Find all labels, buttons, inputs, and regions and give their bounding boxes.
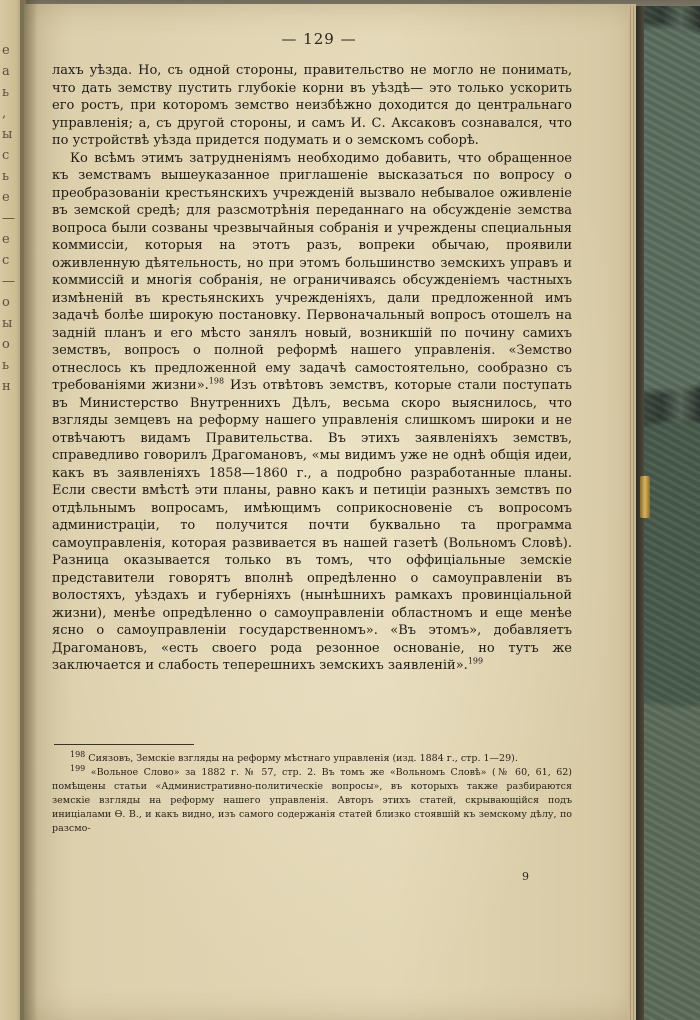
clasp-icon [640,476,650,518]
footnote-199 [52,763,572,836]
page-number: — 129 — [281,30,357,48]
previous-page-text-fragments: е а ь , ы с ь е — е с — о ы о ь н [2,43,16,394]
footnote-198-number: 198 [70,749,86,759]
book-cover-marbled [636,6,700,1020]
signature-mark: 9 [522,870,529,883]
footnote-199-number: 199 [70,763,86,773]
footnote-199-text: «Вольное Слово» за 1882 г. № 57, стр. 2. Въ томъ же «Вольномъ Словѣ» (№ 60, 61, 62) помѣщены статьи «Административно-политическіе вопросы», въ которыхъ также разбираются земскіе взгляды на реформу нашего управленія. Авторъ этихъ статей, скрывающійся подъ иниціалами Ѳ. В., и какъ видно, изъ самого содержанія статей близко стоявшій къ земскому дѣлу, по разсмо- [52,767,572,834]
paragraph-2-part-a: Ко всѣмъ этимъ затрудненіямъ необходимо добавить, что обращенное къ земствамъ вышеуказанное приглашеніе высказаться по вопросу о преобразованіи крестьянскихъ учрежденій вызвало небывалое оживленіе въ земской средѣ; для разсмотрѣнія переданнаго на обсужденіе земства вопроса были созваны чрезвычайныя собранія и учреждены специальныя коммиссіи, которыя на этотъ разъ, вопреки обычаю, проявили оживленную дѣятельность, но при этомъ большинство земскихъ управъ и коммиссій и многія собранія, не ограничиваясь обсужденіемъ частныхъ измѣненій въ крестьянскихъ учрежденіяхъ, дали предложенной имъ задачѣ болѣе широкую постановку. Первоначальный вопросъ отошелъ на задній планъ и его мѣсто занялъ новый, возникшій по почину самихъ земствъ, вопросъ о полной реформѣ нашего управленія. «Земство отнеслось къ предложенной ему задачѣ самостоятельно, сообразно съ требованіями жизни». [52,150,572,393]
footnote-198-text: Сиязовъ, Земскіе взгляды на реформу мѣстнаго управленія (изд. 1884 г., стр. 1—29). [85,753,518,764]
footnote-198 [52,749,572,766]
paragraph-2 [52,150,572,675]
footnote-divider [54,744,194,745]
footnote-ref-198[interactable]: 198 [208,376,225,386]
footnote-ref-199[interactable]: 199 [467,656,484,666]
page-gutter-shadow [20,0,38,1020]
footnotes [52,749,572,836]
main-text [52,62,572,675]
paragraph-2-part-b: Изъ отвѣтовъ земствъ, которые стали поступать въ Министерство Внутреннихъ Дѣлъ, весьма скоро выяснилось, что взгляды земцевъ на реформу нашего управленія слишкомъ широки и не отвѣчаютъ видамъ Правительства. Въ этихъ заявленіяхъ земствъ, справедливо говорилъ Драгомановъ, «мы видимъ уже не однѣ общія идеи, какъ въ заявленіяхъ 1858—1860 г., а подробно разработанные планы. Если свести вмѣстѣ эти планы, равно какъ и петиціи разныхъ земствъ по отдѣльнымъ вопросамъ, имѣющимъ соприкосновеніе съ вопросомъ администраціи, то получится почти буквально та программа самоуправленія, которая развивается въ нашей газетѣ (Вольномъ Словѣ). Разница оказывается только въ томъ, что оффиціальные земскіе представители говорятъ вполнѣ опредѣленно о самоуправленіи въ волостяхъ, уѣздахъ и губерніяхъ (нынѣшнихъ рамкахъ провинціальной жизни), менѣе опредѣленно о самоуправленіи областномъ и еще менѣе ясно о самоуправленіи государственномъ». «Въ этомъ», добавляетъ Драгомановъ, «есть своего рода резонное основаніе, но тутъ же заключается и слабость теперешнихъ земскихъ заявленій». [52,378,572,673]
paragraph-1: лахъ уѣзда. Но, съ одной стороны, правительство не могло не понимать, что дать земству пустить глубокіе корни въ уѣздѣ— это только ускорить его ростъ, при которомъ земство неизбѣжно доходится до центральнаго управленія; а, съ другой стороны, и самъ И. С. Аксаковъ сознавался, что по устройствѣ уѣзда придется подумать и о земскомъ соборѣ. [52,63,572,148]
book-page [24,4,636,1020]
